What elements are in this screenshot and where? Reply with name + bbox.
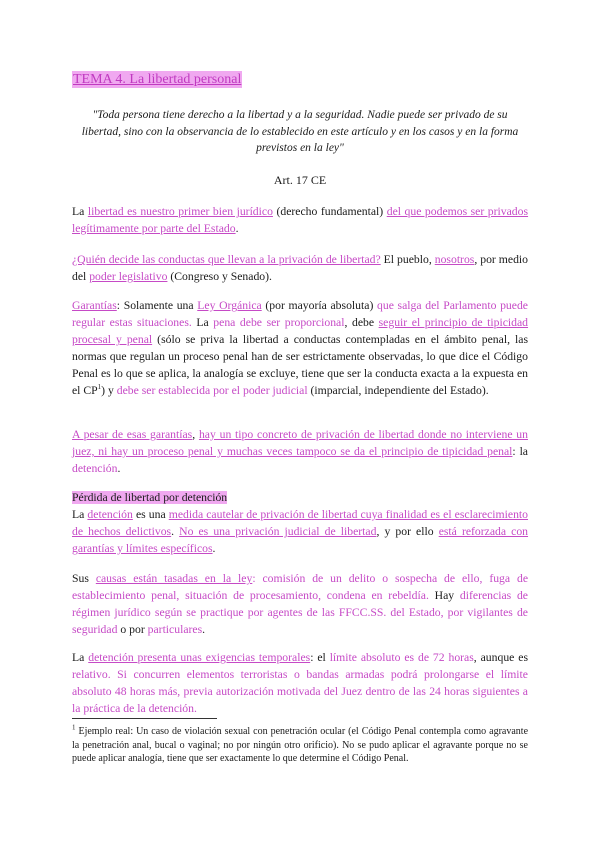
- section-heading-text: Pérdida de libertad por detención: [72, 491, 228, 504]
- highlight-text: vigilantes de seguridad: [72, 606, 528, 636]
- footnote-text: Ejemplo real: Un caso de violación sexual con penetración ocular (el Código Penal contempla como agravante la penetración anal, bucal o vaginal; no por ningún otro orificio). No se pudo aplicar el agravante porque no se puede aplicar analogía, tiene que ser exactamente lo que determine el Código Penal.: [72, 726, 529, 764]
- text: La: [72, 508, 85, 521]
- text: : la: [512, 445, 528, 458]
- text: ) y: [101, 384, 114, 397]
- highlight-text: pena debe ser proporcional: [213, 316, 345, 329]
- text: .: [212, 542, 216, 555]
- text: Hay: [434, 589, 455, 602]
- paragraph-exigencias: [72, 649, 528, 717]
- text: (imparcial, independiente del Estado).: [310, 384, 489, 397]
- article-reference: Art. 17 CE: [273, 173, 327, 187]
- highlight-text: Garantías: [72, 299, 117, 312]
- footnote: [72, 725, 528, 766]
- text: La: [72, 205, 85, 218]
- paragraph-causas: [72, 570, 528, 638]
- text: .: [235, 222, 239, 235]
- text: (sólo se priva la libertad a conductas contempladas en el ámbito penal, las normas que regulan un proceso penal han de ser estrictamente observadas, lo que dice el Código Penal es lo que se aplica, la analogía se excluye, tiene que ser la conducta exacta a la expuesta en el CP: [72, 333, 529, 397]
- text: Sus: [72, 572, 89, 585]
- highlight-text: causas están tasadas en la ley: [95, 572, 253, 585]
- highlight-text: está reforzada con garantías y límites específicos: [72, 525, 529, 555]
- highlight-text: A pesar de esas garantías: [72, 428, 193, 441]
- highlight-text: detención presenta unas exigencias temporales: [88, 651, 311, 664]
- highlight-text: : comisión de un delito o sospecha de ello, fuga de establecimiento penal, situación de procesamiento, condena en rebeldía.: [72, 572, 529, 602]
- highlight-text: Ley Orgánica: [197, 299, 262, 312]
- highlight-text: . Si concurren elementos terroristas o bandas armadas podrá prolongarse el límite absoluto 48 horas más, previa autorización motivada del Juez dentro de las 24 horas siguientes a la práctica de la detención.: [72, 668, 528, 715]
- text: ,: [192, 428, 196, 441]
- highlight-text: del que podemos ser privados legítimamente por parte del Estado: [72, 205, 529, 235]
- highlight-text: libertad es nuestro primer bien jurídico: [87, 205, 273, 218]
- text: o por: [120, 623, 145, 636]
- section-heading: [72, 489, 528, 506]
- text: (Congreso y Senado).: [170, 270, 272, 283]
- text: : Solamente una: [116, 299, 194, 312]
- highlight-text: seguir el principio de tipicidad procesal y penal: [72, 316, 529, 346]
- paragraph-garantias: [72, 297, 528, 399]
- text: (derecho fundamental): [276, 205, 384, 218]
- text: , aunque es: [473, 651, 528, 664]
- text: La: [72, 651, 85, 664]
- paragraph-a-pesar: [72, 426, 528, 477]
- highlight-text: medida cautelar de privación de libertad cuya finalidad es el esclarecimiento de hechos delictivos: [72, 508, 529, 538]
- footnote-ref: 1: [97, 383, 102, 392]
- highlight-text: No es una privación judicial de libertad: [179, 525, 377, 538]
- text: .: [202, 623, 206, 636]
- text: , por medio del: [72, 253, 529, 283]
- highlight-text: detención: [87, 508, 133, 521]
- highlight-text: relativo: [72, 668, 108, 681]
- text: , debe: [344, 316, 375, 329]
- highlight-text: diferencias de régimen jurídico según se practique por agentes de las FFCC.SS. del Estado, por: [72, 589, 528, 619]
- highlight-text: particulares: [147, 623, 203, 636]
- text: La: [196, 316, 209, 329]
- highlight-text: hay un tipo concreto de privación de libertad donde no interviene un juez, ni hay un proceso penal y muchas veces tampoco se da el principio de tipicidad penal: [72, 428, 528, 458]
- article-quote: "Toda persona tiene derecho a la libertad y a la seguridad. Nadie puede ser privado de su libertad, sino con la observancia de lo establecido en este artículo y en los casos y en la forma previstos en la ley": [81, 109, 519, 154]
- highlight-text: debe ser establecida por el poder judicial: [116, 384, 308, 397]
- highlight-text: poder legislativo: [89, 270, 168, 283]
- footnote-divider: [72, 718, 217, 719]
- highlight-text: que salga del Parlamento puede regular estas situaciones.: [72, 299, 528, 329]
- paragraph-detencion: [72, 506, 528, 557]
- highlight-text: límite absoluto es de 72 horas: [329, 651, 474, 664]
- paragraph-quien-decide: [72, 251, 528, 285]
- highlight-text: detención: [72, 462, 118, 475]
- text: (por mayoría absoluta): [265, 299, 374, 312]
- highlight-text: nosotros: [434, 253, 475, 266]
- text: : el: [310, 651, 326, 664]
- text: .: [117, 462, 121, 475]
- paragraph-libertad: [72, 203, 528, 237]
- footnote-number: 1: [72, 723, 76, 732]
- text: es una: [135, 508, 166, 521]
- text: El pueblo,: [383, 253, 432, 266]
- text: .: [171, 525, 175, 538]
- highlight-text: ¿Quién decide las conductas que llevan a la privación de libertad?: [72, 253, 381, 266]
- page-title: TEMA 4. La libertad personal: [73, 72, 242, 87]
- text: , y por ello: [376, 525, 434, 538]
